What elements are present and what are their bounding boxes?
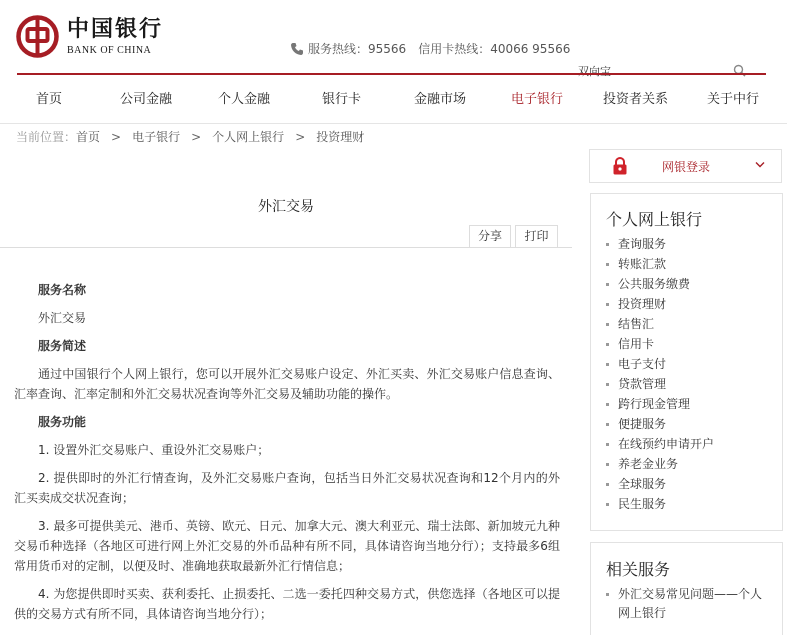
sidebar-item-label: 便捷服务 <box>618 417 667 431</box>
breadcrumb-separator: > <box>295 129 306 144</box>
phone-icon <box>290 42 304 56</box>
nav-item-home[interactable]: 首页 <box>36 92 63 107</box>
service-list <box>606 234 714 514</box>
sidebar-item-label: 投资理财 <box>618 297 667 311</box>
sidebar-item-livelihood[interactable] <box>606 494 714 514</box>
breadcrumb-separator: > <box>191 129 202 144</box>
breadcrumb-home[interactable]: 首页 <box>76 130 101 144</box>
site-header <box>0 0 787 124</box>
related-services-panel <box>590 542 783 635</box>
sidebar-item-label: 民生服务 <box>618 497 667 511</box>
card-hotline: 信用卡热线：40066 95566 <box>418 42 571 56</box>
section-heading-features: 服务功能 <box>38 415 87 429</box>
sidebar-item-loans[interactable] <box>606 374 714 394</box>
brand-name-en: BANK OF CHINA <box>67 44 152 56</box>
search-input[interactable] <box>574 64 752 78</box>
related-link-label: 外汇交易常见问题——个人网上银行 <box>618 587 763 620</box>
sidebar-item-label: 信用卡 <box>618 337 655 351</box>
sidebar-item-label: 全球服务 <box>618 477 667 491</box>
title-divider <box>0 247 572 248</box>
section-heading-name: 服务名称 <box>38 283 87 297</box>
lock-icon <box>612 157 628 175</box>
nav-item-corporate[interactable]: 公司金融 <box>120 92 173 107</box>
sidebar-item-label: 在线预约申请开户 <box>618 437 715 451</box>
bullet-icon <box>606 403 609 406</box>
bullet-icon <box>606 363 609 366</box>
header-divider <box>17 73 766 75</box>
sidebar-item-label: 电子支付 <box>618 357 667 371</box>
bullet-icon <box>606 443 609 446</box>
share-button[interactable]: 分享 <box>469 225 511 247</box>
sidebar-item-label: 公共服务缴费 <box>618 277 691 291</box>
feature-item: 3. 最多可提供美元、港币、英镑、欧元、日元、加拿大元、澳大利亚元、瑞士法郎、新加坡元九种交易币种选择（各地区可进行网上外汇交易的外币品种有所不同，具体请咨询当地分行）；支持最多6组常用货币对的定制，以便及时、准确地获取最新外汇行情信息； <box>14 519 560 573</box>
nav-item-investor-relations[interactable]: 投资者关系 <box>603 92 669 107</box>
main-nav <box>17 88 767 112</box>
sidebar-item-label: 贷款管理 <box>618 377 667 391</box>
ebanking-login-button[interactable] <box>589 149 782 183</box>
sidebar-item-cash-management[interactable] <box>606 394 714 414</box>
breadcrumb-investment[interactable]: 投资理财 <box>316 130 365 144</box>
bullet-icon <box>606 283 609 286</box>
brand-name-cn: 中国银行 <box>67 16 164 42</box>
print-button[interactable]: 打印 <box>515 225 558 247</box>
bullet-icon <box>606 323 609 326</box>
bullet-icon <box>606 593 609 596</box>
nav-item-personal[interactable]: 个人金融 <box>218 92 271 107</box>
related-title: 相关服务 <box>606 560 671 579</box>
nav-item-about[interactable]: 关于中行 <box>707 92 760 107</box>
search-icon[interactable] <box>733 64 746 77</box>
bullet-icon <box>606 483 609 486</box>
bullet-icon <box>606 503 609 506</box>
breadcrumb-personal-ebanking[interactable]: 个人网上银行 <box>212 130 285 144</box>
service-name: 外汇交易 <box>38 311 87 325</box>
breadcrumb-prefix: 当前位置： <box>16 130 77 144</box>
panel-title: 个人网上银行 <box>606 210 703 229</box>
nav-item-markets[interactable]: 金融市场 <box>414 92 467 107</box>
article-content <box>14 280 560 632</box>
sidebar-item-convenience[interactable] <box>606 414 714 434</box>
sidebar-item-label: 养老金业务 <box>618 457 679 471</box>
bank-of-china-logo-icon <box>16 15 59 58</box>
bullet-icon <box>606 303 609 306</box>
bullet-icon <box>606 263 609 266</box>
sidebar-item-investment[interactable] <box>606 294 714 314</box>
section-heading-summary: 服务简述 <box>38 339 87 353</box>
sidebar-item-label: 转账汇款 <box>618 257 667 271</box>
sidebar-item-inquiry[interactable] <box>606 234 714 254</box>
nav-item-ebanking[interactable]: 电子银行 <box>511 92 564 107</box>
sidebar-item-transfer[interactable] <box>606 254 714 274</box>
sidebar-item-bill-payment[interactable] <box>606 274 714 294</box>
header-bottom-border <box>0 123 787 124</box>
sidebar-item-fx-settlement[interactable] <box>606 314 714 334</box>
bullet-icon <box>606 243 609 246</box>
sidebar-item-label: 查询服务 <box>618 237 667 251</box>
search-box <box>574 64 752 79</box>
service-hotline: 服务热线：95566 <box>308 42 407 56</box>
feature-item: 4. 为您提供即时买卖、获利委托、止损委托、二选一委托四种交易方式，供您选择（各地区可以提供的交易方式有所不同，具体请咨询当地分行）； <box>14 587 560 621</box>
related-link[interactable] <box>606 585 771 623</box>
nav-item-cards[interactable]: 银行卡 <box>322 92 362 107</box>
service-summary: 通过中国银行个人网上银行，您可以开展外汇交易账户设定、外汇买卖、外汇交易账户信息查询、汇率查询、汇率定制和外汇交易状况查询等外汇交易及辅助功能的操作。 <box>14 367 560 401</box>
bullet-icon <box>606 463 609 466</box>
bullet-icon <box>606 383 609 386</box>
hotline-bar <box>290 40 570 57</box>
sidebar-item-label: 跨行现金管理 <box>618 397 691 411</box>
page-title: 外汇交易 <box>258 199 314 215</box>
breadcrumb-ebanking[interactable]: 电子银行 <box>132 130 181 144</box>
chevron-down-icon <box>755 161 765 169</box>
sidebar-item-open-account[interactable] <box>606 434 714 454</box>
bullet-icon <box>606 423 609 426</box>
sidebar-item-pension[interactable] <box>606 454 714 474</box>
sidebar-item-label: 结售汇 <box>618 317 655 331</box>
breadcrumb-separator: > <box>111 129 122 144</box>
breadcrumb <box>16 128 364 145</box>
sidebar-item-credit-card[interactable] <box>606 334 714 354</box>
feature-item: 2. 提供即时的外汇行情查询，及外汇交易账户查询，包括当日外汇交易状况查询和12个月内的外汇买卖成交状况查询； <box>14 471 560 505</box>
feature-item: 1. 设置外汇交易账户、重设外汇交易账户； <box>38 443 270 457</box>
sidebar-item-global[interactable] <box>606 474 714 494</box>
sidebar-item-e-payment[interactable] <box>606 354 714 374</box>
login-label: 网银登录 <box>662 160 711 174</box>
bank-logo[interactable] <box>16 15 163 58</box>
personal-ebanking-panel <box>590 193 783 531</box>
bullet-icon <box>606 343 609 346</box>
